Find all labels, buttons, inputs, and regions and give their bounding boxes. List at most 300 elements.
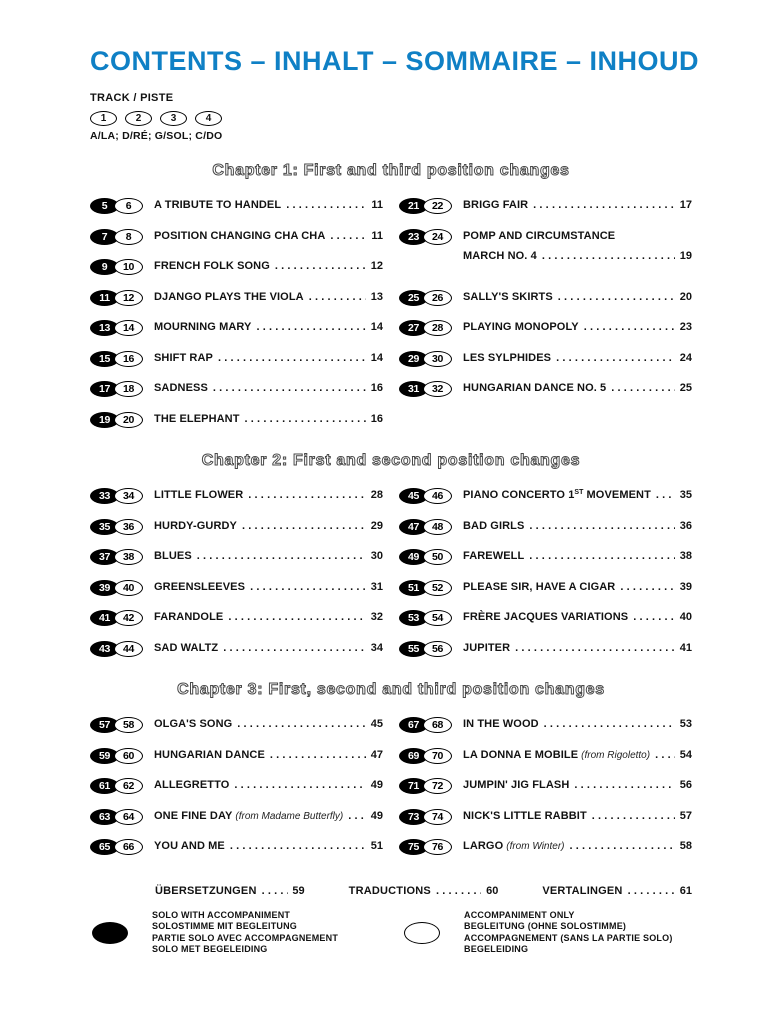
dot-leader (628, 885, 675, 897)
solo-oval-icon (92, 922, 128, 944)
toc-entry (90, 380, 383, 411)
piece-title: BAD GIRLS (463, 519, 525, 532)
page-number: 34 (370, 641, 383, 654)
dot-leader (275, 260, 366, 272)
piece-title: PIANO CONCERTO 1 (463, 489, 575, 501)
chapter-1-left-column (90, 197, 383, 441)
accompaniment-track-badge: 30 (423, 351, 452, 367)
accompaniment-track-badge: 66 (114, 839, 143, 855)
toc-entry (90, 350, 383, 381)
translations-entry (542, 885, 692, 897)
accompaniment-track-badge: 6 (114, 198, 143, 214)
piece-title: GREENSLEEVES (154, 580, 246, 593)
chapter-1-heading: Chapter 1: First and third position changes (212, 162, 570, 179)
page-number: 59 (292, 884, 305, 897)
page-number: 17 (679, 199, 692, 211)
track-number-badge: 3 (160, 111, 187, 126)
legend-text-line: BEGLEITUNG (OHNE SOLOSTIMME) (464, 921, 627, 931)
solo-track-badge: 15 (90, 351, 119, 367)
accompaniment-track-badge: 38 (114, 549, 143, 565)
track-number-pair (90, 487, 146, 504)
accompaniment-track-badge: 62 (114, 778, 143, 794)
toc-entry (90, 258, 383, 289)
track-number-pair (399, 777, 455, 794)
piece-title: FRÈRE JACQUES VARIATIONS (463, 611, 629, 623)
page-number: 38 (679, 550, 692, 562)
toc-entry (399, 487, 692, 518)
page-number: 36 (679, 519, 692, 532)
piece-title: LITTLE FLOWER (154, 489, 244, 501)
toc-entry (90, 197, 383, 228)
toc-entry (399, 197, 692, 228)
accompaniment-track-badge: 70 (423, 748, 452, 764)
accompaniment-track-badge: 8 (114, 229, 143, 245)
track-number-pair (90, 258, 146, 275)
track-number-pair (399, 808, 455, 825)
toc-entry (399, 289, 692, 320)
track-number-pair (399, 289, 455, 306)
solo-track-badge: 7 (90, 229, 119, 245)
dot-leader (330, 230, 366, 242)
piece-subtitle: (from Madame Butterfly) (235, 810, 344, 822)
track-key (90, 92, 692, 142)
legend-text-line: ACCOMPAGNEMENT (SANS LA PARTIE SOLO) (464, 932, 673, 943)
dot-leader (574, 779, 675, 791)
piece-title: LES SYLPHIDES (463, 351, 552, 364)
toc-entry (90, 411, 383, 442)
solo-track-badge: 69 (399, 748, 428, 764)
toc-entry (399, 640, 692, 671)
piece-title: POMP AND CIRCUMSTANCE (463, 229, 616, 242)
toc-entry (90, 609, 383, 640)
track-key-badges (90, 111, 692, 126)
dot-leader (611, 382, 675, 394)
track-number-pair (399, 747, 455, 764)
track-number-pair (90, 777, 146, 794)
legend (90, 910, 692, 956)
accompaniment-track-badge: 34 (114, 488, 143, 504)
toc-entry (399, 777, 692, 808)
track-number-pair (399, 197, 455, 214)
page-number: 49 (370, 779, 383, 791)
translations-label: TRADUCTIONS (348, 884, 431, 897)
piece-title: SADNESS (154, 382, 208, 394)
page-number: 53 (679, 718, 692, 730)
dot-leader (584, 321, 675, 333)
chapter-3-left-column (90, 716, 383, 869)
solo-track-badge: 73 (399, 809, 428, 825)
dot-leader (542, 250, 675, 262)
dot-leader (515, 642, 675, 654)
solo-track-badge: 57 (90, 717, 119, 733)
translations-label: VERTALINGEN (542, 884, 623, 897)
track-number-pair (399, 228, 455, 245)
piece-title: BRIGG FAIR (463, 199, 529, 211)
solo-track-badge: 23 (399, 229, 428, 245)
page-number: 51 (370, 840, 383, 852)
piece-title: LA DONNA E MOBILE (463, 748, 579, 761)
piece-title: HURDY-GURDY (154, 519, 237, 532)
accompaniment-track-badge: 12 (114, 290, 143, 306)
track-number-pair (399, 319, 455, 336)
solo-track-badge: 17 (90, 381, 119, 397)
track-number-pair (399, 548, 455, 565)
piece-title: ONE FINE DAY (154, 809, 233, 822)
piece-title: BLUES (154, 550, 192, 562)
toc-entry (90, 518, 383, 549)
track-number-pair (399, 380, 455, 397)
piece-subtitle: (from Winter) (506, 841, 565, 852)
dot-leader (245, 413, 366, 425)
chapter-2-section (90, 452, 692, 670)
dot-leader (436, 885, 481, 897)
piece-title: FARANDOLE (154, 611, 224, 623)
piece-title: NICK'S LITTLE RABBIT (463, 809, 587, 822)
dot-leader (348, 810, 366, 822)
toc-entry (90, 579, 383, 610)
piece-title: DJANGO PLAYS THE VIOLA (154, 290, 304, 303)
accompaniment-track-badge: 20 (114, 412, 143, 428)
page-number: 23 (679, 321, 692, 333)
page-number: 16 (370, 412, 383, 425)
chapter-2-left-column (90, 487, 383, 670)
accompaniment-track-badge: 26 (423, 290, 452, 306)
page-number: 14 (370, 351, 383, 364)
toc-entry (399, 716, 692, 747)
piece-title: YOU AND ME (154, 840, 225, 852)
page-number: 45 (370, 718, 383, 730)
chapter-1-section (90, 162, 692, 441)
solo-track-badge: 67 (399, 717, 428, 733)
legend-text-line: SOLOSTIMME MIT BEGLEITUNG (152, 921, 297, 931)
track-number-pair (90, 609, 146, 626)
track-number-pair (90, 411, 146, 428)
solo-track-badge: 41 (90, 610, 119, 626)
legend-text-line: PARTIE SOLO AVEC ACCOMPAGNEMENT (152, 932, 339, 943)
track-number-pair (399, 518, 455, 535)
chapter-3-heading: Chapter 3: First, second and third position changes (177, 681, 605, 698)
solo-track-badge: 25 (399, 290, 428, 306)
dot-leader (213, 382, 366, 394)
track-number-pair (399, 579, 455, 596)
track-number-badge: 4 (195, 111, 222, 126)
track-number-pair (90, 579, 146, 596)
track-number-pair (399, 350, 455, 367)
solo-track-badge: 51 (399, 580, 428, 596)
solo-track-badge: 75 (399, 839, 428, 855)
piece-title: A TRIBUTE TO HANDEL (154, 199, 282, 211)
piece-title: MOURNING MARY (154, 321, 252, 333)
piece-title: FAREWELL (463, 550, 525, 562)
dot-leader (529, 550, 675, 562)
track-number-pair (90, 350, 146, 367)
toc-entry (399, 838, 692, 869)
track-number-pair (90, 380, 146, 397)
solo-track-badge: 55 (399, 641, 428, 657)
solo-track-badge: 49 (399, 549, 428, 565)
solo-track-badge: 35 (90, 519, 119, 535)
accompaniment-track-badge: 72 (423, 778, 452, 794)
solo-track-badge: 71 (399, 778, 428, 794)
page-number: 19 (679, 249, 692, 262)
dot-leader (569, 840, 675, 852)
legend-text-line: BEGELEIDING (464, 944, 529, 954)
track-number-pair (90, 808, 146, 825)
solo-track-badge: 27 (399, 320, 428, 336)
toc-entry (90, 747, 383, 778)
accompaniment-track-badge: 28 (423, 320, 452, 336)
page-number: 28 (370, 489, 383, 501)
toc-entry (399, 579, 692, 610)
page-number: 54 (679, 748, 692, 761)
solo-track-badge: 65 (90, 839, 119, 855)
piece-title: HUNGARIAN DANCE (154, 748, 265, 761)
solo-track-badge: 21 (399, 198, 428, 214)
dot-leader (218, 352, 366, 364)
accompaniment-track-badge: 64 (114, 809, 143, 825)
dot-leader (250, 581, 366, 593)
translations-entry (349, 885, 499, 897)
dot-leader (533, 199, 675, 211)
page-number: 24 (679, 351, 692, 364)
page-number: 14 (370, 321, 383, 333)
accompaniment-track-badge: 18 (114, 381, 143, 397)
page-number: 35 (679, 489, 692, 501)
solo-track-badge: 13 (90, 320, 119, 336)
piece-title: IN THE WOOD (463, 718, 539, 730)
page-number: 32 (370, 611, 383, 623)
legend-text-line: SOLO MET BEGELEIDING (152, 944, 268, 954)
accompaniment-track-badge: 58 (114, 717, 143, 733)
toc-entry (399, 609, 692, 640)
track-number-pair (90, 747, 146, 764)
toc-entry (90, 228, 383, 259)
toc-entry (90, 777, 383, 808)
toc-entry (90, 548, 383, 579)
accompaniment-track-badge: 32 (423, 381, 452, 397)
solo-track-badge: 33 (90, 488, 119, 504)
accompaniment-track-badge: 52 (423, 580, 452, 596)
chapter-2-right-column (399, 487, 692, 670)
page-number: 41 (679, 641, 692, 654)
track-number-pair (90, 197, 146, 214)
accompaniment-track-badge: 54 (423, 610, 452, 626)
track-number-pair (90, 518, 146, 535)
page-number: 60 (486, 884, 499, 897)
track-key-caption: A/LA; D/RÉ; G/SOL; C/DO (90, 130, 223, 142)
toc-entry (399, 747, 692, 778)
accompaniment-track-badge: 68 (423, 717, 452, 733)
accompaniment-track-badge: 40 (114, 580, 143, 596)
track-number-pair (90, 319, 146, 336)
piece-title-superscript: ST (574, 489, 584, 496)
page-number: 58 (679, 840, 692, 852)
piece-title: PLAYING MONOPOLY (463, 321, 579, 333)
chapter-2-heading: Chapter 2: First and second position changes (201, 452, 581, 469)
page-number: 40 (679, 611, 692, 623)
dot-leader (228, 611, 366, 623)
legend-solo-block (90, 910, 402, 956)
dot-leader (633, 611, 675, 623)
toc-entry (90, 487, 383, 518)
piece-title: THE ELEPHANT (154, 412, 240, 425)
page-number: 61 (679, 884, 693, 897)
solo-track-badge: 19 (90, 412, 119, 428)
track-number-pair (399, 838, 455, 855)
track-number-pair (90, 640, 146, 657)
track-number-pair (399, 487, 455, 504)
page-number: 11 (371, 199, 383, 211)
accompaniment-track-badge: 76 (423, 839, 452, 855)
track-number-pair (399, 609, 455, 626)
piece-title: SALLY'S SKIRTS (463, 290, 553, 303)
page-number: 20 (679, 290, 692, 303)
legend-accompaniment-lines (464, 910, 673, 956)
chapter-3-section (90, 681, 692, 869)
track-key-label: TRACK / PISTE (90, 92, 174, 104)
toc-entry (90, 838, 383, 869)
solo-track-badge: 29 (399, 351, 428, 367)
piece-title: JUMPIN' JIG FLASH (463, 779, 570, 791)
toc-entry (399, 350, 692, 381)
piece-title: FRENCH FOLK SONG (154, 260, 270, 272)
dot-leader (309, 291, 366, 303)
dot-leader (529, 520, 675, 532)
accompaniment-track-badge: 74 (423, 809, 452, 825)
page-number: 16 (370, 382, 383, 394)
accompaniment-track-badge: 22 (423, 198, 452, 214)
piece-title: PLEASE SIR, HAVE A CIGAR (463, 580, 616, 593)
piece-title: ALLEGRETTO (154, 779, 230, 791)
dot-leader (197, 550, 366, 562)
toc-entry (399, 228, 692, 289)
page-number: 11 (371, 229, 383, 242)
solo-track-badge: 47 (399, 519, 428, 535)
solo-track-badge: 61 (90, 778, 119, 794)
accompaniment-track-badge: 42 (114, 610, 143, 626)
track-number-pair (90, 548, 146, 565)
track-number-badge: 2 (125, 111, 152, 126)
piece-title-line2: MARCH NO. 4 (463, 249, 537, 262)
accompaniment-oval-icon (404, 922, 440, 944)
chapter-3-right-column (399, 716, 692, 869)
piece-title: HUNGARIAN DANCE NO. 5 (463, 382, 607, 394)
solo-track-badge: 37 (90, 549, 119, 565)
track-number-pair (399, 640, 455, 657)
piece-title-continued: MOVEMENT (583, 489, 651, 501)
page-number: 49 (370, 809, 383, 822)
page-number: 57 (679, 809, 692, 822)
solo-track-badge: 53 (399, 610, 428, 626)
piece-title: SHIFT RAP (154, 351, 213, 364)
dot-leader (556, 352, 675, 364)
dot-leader (558, 291, 675, 303)
dot-leader (286, 199, 366, 211)
track-number-pair (399, 716, 455, 733)
accompaniment-track-badge: 14 (114, 320, 143, 336)
dot-leader (223, 642, 366, 654)
accompaniment-track-badge: 56 (423, 641, 452, 657)
page-number: 29 (370, 519, 383, 532)
page-number: 47 (370, 748, 383, 761)
piece-title: JUPITER (463, 641, 511, 654)
toc-entry (90, 808, 383, 839)
toc-entry (90, 289, 383, 320)
translations-entry (155, 885, 305, 897)
dot-leader (256, 321, 366, 333)
piece-title: OLGA'S SONG (154, 718, 233, 730)
solo-track-badge: 43 (90, 641, 119, 657)
page-number: 13 (370, 290, 383, 303)
page-number: 30 (370, 550, 383, 562)
page-title: CONTENTS – INHALT – SOMMAIRE – INHOUD (90, 46, 700, 76)
toc-entry (399, 319, 692, 350)
accompaniment-track-badge: 36 (114, 519, 143, 535)
accompaniment-track-badge: 24 (423, 229, 452, 245)
page-number: 39 (679, 580, 692, 593)
dot-leader (656, 489, 675, 501)
toc-entry (90, 716, 383, 747)
solo-track-badge: 39 (90, 580, 119, 596)
dot-leader (544, 718, 675, 730)
solo-track-badge: 31 (399, 381, 428, 397)
piece-title: LARGO (463, 840, 504, 852)
accompaniment-track-badge: 44 (114, 641, 143, 657)
piece-subtitle: (from Rigoletto) (581, 749, 651, 761)
track-number-pair (90, 228, 146, 245)
dot-leader (234, 779, 366, 791)
dot-leader (620, 581, 675, 593)
solo-track-badge: 59 (90, 748, 119, 764)
dot-leader (230, 840, 366, 852)
piece-title: SAD WALTZ (154, 641, 219, 654)
solo-track-badge: 5 (90, 198, 119, 214)
dot-leader (262, 885, 288, 897)
accompaniment-track-badge: 50 (423, 549, 452, 565)
legend-solo-lines (152, 910, 338, 956)
translations-label: ÜBERSETZUNGEN (155, 884, 257, 897)
accompaniment-track-badge: 10 (114, 259, 143, 275)
page-number: 56 (679, 779, 692, 791)
page-number: 31 (370, 580, 383, 593)
dot-leader (242, 520, 366, 532)
toc-entry (90, 640, 383, 671)
track-number-pair (90, 289, 146, 306)
toc-entry (90, 319, 383, 350)
piece-title: POSITION CHANGING CHA CHA (154, 229, 326, 242)
legend-text-line: SOLO WITH ACCOMPANIMENT (152, 909, 291, 920)
track-number-pair (90, 716, 146, 733)
dot-leader (248, 489, 366, 501)
legend-text-line: ACCOMPANIMENT ONLY (464, 909, 575, 920)
legend-accompaniment-block (402, 910, 673, 956)
track-number-badge: 1 (90, 111, 117, 126)
toc-entry (399, 548, 692, 579)
dot-leader (270, 749, 366, 761)
dot-leader (237, 718, 366, 730)
track-number-pair (90, 838, 146, 855)
toc-entry (399, 518, 692, 549)
accompaniment-track-badge: 46 (423, 488, 452, 504)
dot-leader (655, 749, 675, 761)
translations-row (155, 885, 692, 897)
accompaniment-track-badge: 60 (114, 748, 143, 764)
solo-track-badge: 63 (90, 809, 119, 825)
chapter-1-right-column (399, 197, 692, 441)
solo-track-badge: 45 (399, 488, 428, 504)
page-number: 12 (370, 260, 383, 272)
solo-track-badge: 11 (90, 290, 119, 306)
